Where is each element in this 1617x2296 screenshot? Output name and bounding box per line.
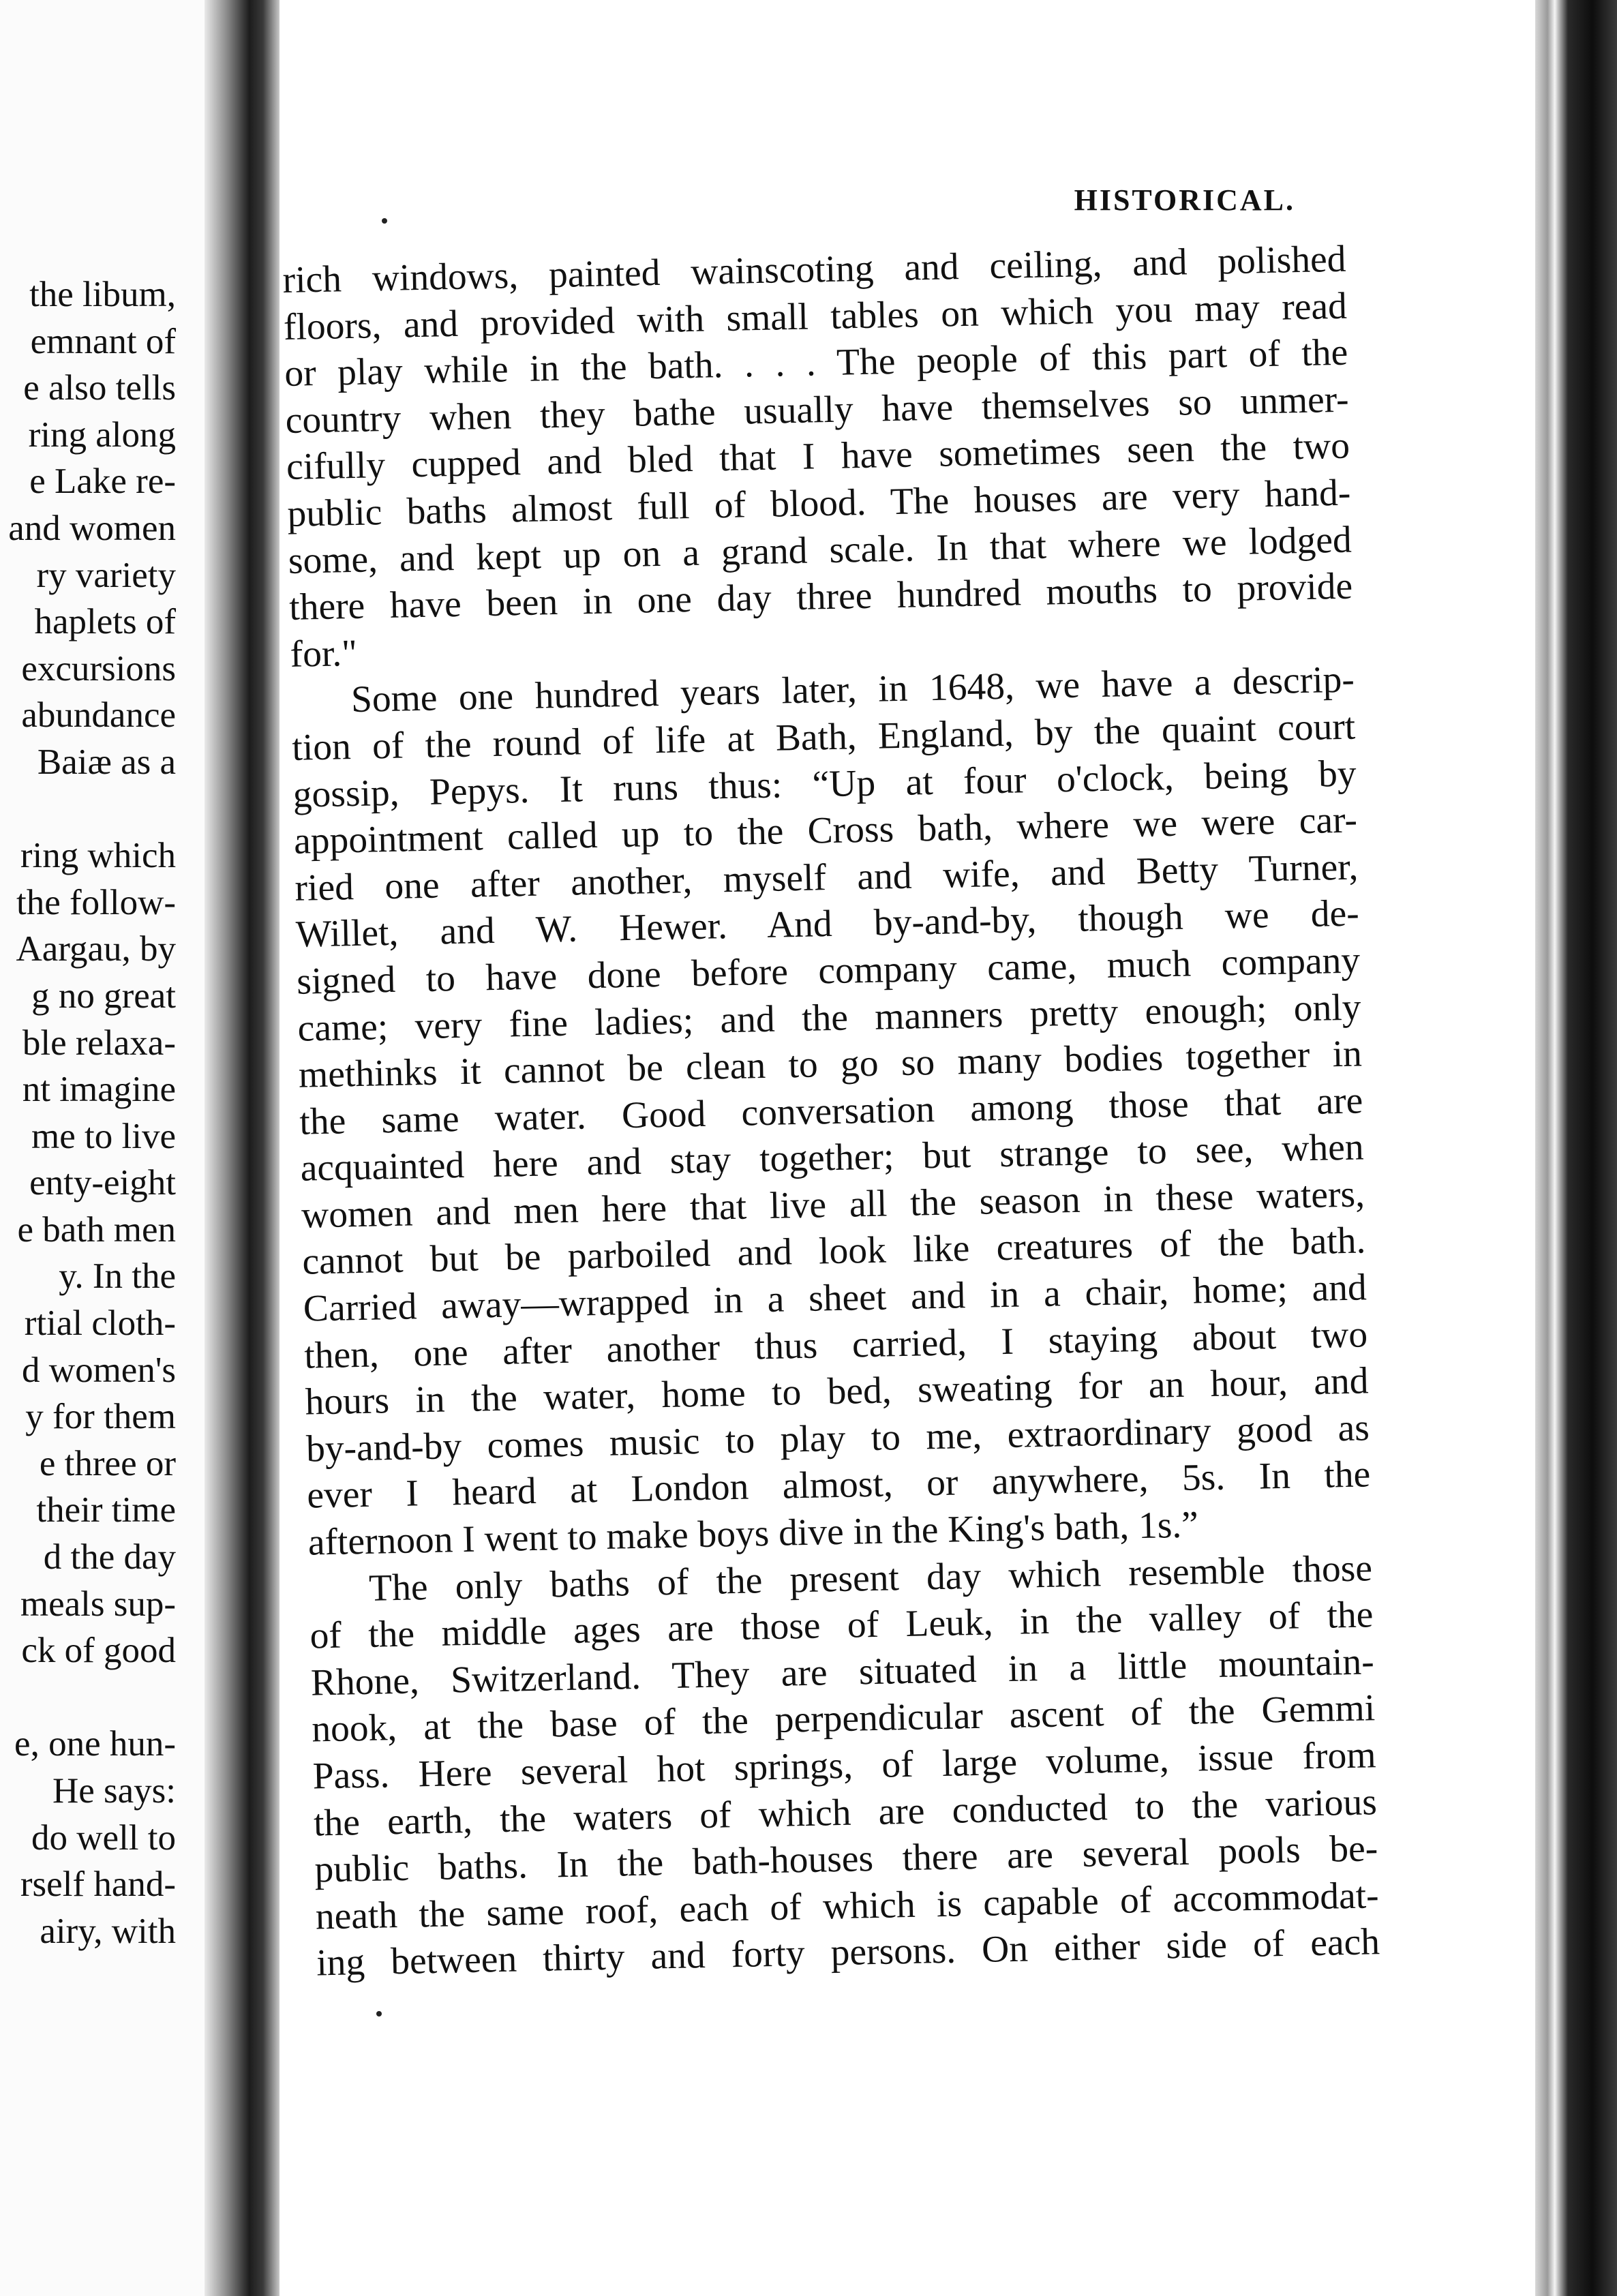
facing-page-line: rself hand- <box>20 1864 176 1905</box>
text-line: or play while in the bath. . . . The people of this part of the <box>284 331 1348 395</box>
text-line: appointment called up to the Cross bath, where we were car- <box>293 799 1358 862</box>
text-line: Willet, and W. Hewer. And by-and-by, though we de- <box>295 892 1360 956</box>
facing-page-line: e also tells <box>23 368 176 408</box>
text-line: acquainted here and stay together; but strange to see, when <box>300 1126 1365 1190</box>
text-line: signed to have done before company came, much company <box>296 939 1361 1003</box>
ink-speck <box>382 218 387 224</box>
facing-page-line: ring which <box>20 836 176 876</box>
text-line: ried one after another, myself and wife, and Betty Turner, <box>294 846 1359 909</box>
running-head: HISTORICAL. <box>1074 183 1295 217</box>
page-edge <box>1535 0 1617 2296</box>
text-line: nook, at the base of the perpendicular ascent of the Gemmi <box>311 1687 1376 1751</box>
facing-page-line: e three or <box>39 1443 176 1483</box>
ink-speck <box>376 2011 382 2016</box>
facing-page-line: e, one hun- <box>14 1724 176 1764</box>
facing-page-line: ring along <box>28 414 176 455</box>
text-line: there have been in one day three hundred mouths to provide <box>288 565 1353 629</box>
facing-page-text <box>0 271 176 1954</box>
text-line: rich windows, painted wainscoting and ceiling, and polished <box>282 238 1346 301</box>
facing-page-line: the follow- <box>16 882 176 922</box>
text-line: country when they bathe usually have themselves so unmer- <box>285 378 1350 442</box>
facing-page-line: g no great <box>31 976 176 1016</box>
facing-page-line: He says: <box>52 1771 176 1811</box>
main-page <box>279 0 1535 2296</box>
facing-page-line <box>0 786 176 833</box>
facing-page-line: their time <box>36 1490 176 1530</box>
facing-page-line: airy, with <box>40 1911 176 1951</box>
facing-page-line: meals sup- <box>20 1584 176 1624</box>
facing-page-line: abundance <box>21 695 176 736</box>
text-line: for." <box>290 632 358 676</box>
text-line: public baths. In the bath-houses there are several pools be- <box>314 1828 1378 1891</box>
text-line: came; very fine ladies; and the manners pretty enough; only <box>297 986 1361 1050</box>
text-line: cifully cupped and bled that I have sometimes seen the two <box>286 425 1350 489</box>
text-line: methinks it cannot be clean to go so many bodies together in <box>298 1033 1363 1096</box>
text-line: gossip, Pepys. It runs thus: “Up at four o'clock, being by <box>292 753 1357 816</box>
text-line: neath the same roof, each of which is capable of accommodat- <box>315 1874 1380 1938</box>
facing-page-line: y for them <box>25 1397 176 1437</box>
facing-page-line: haplets of <box>34 602 176 642</box>
text-line: Carried away—wrapped in a sheet and in a chair, home; and <box>303 1267 1367 1330</box>
facing-page-line: ry variety <box>36 555 176 595</box>
facing-page-line: d women's <box>22 1350 176 1390</box>
facing-page-line: e Lake re- <box>29 462 176 502</box>
facing-page-line: Aargau, by <box>16 929 176 969</box>
text-line: Rhone, Switzerland. They are situated in a little mountain- <box>310 1641 1375 1704</box>
facing-page-line: the libum, <box>29 275 176 314</box>
facing-page-line: y. In the <box>59 1256 176 1297</box>
facing-page-line: e bath men <box>17 1209 176 1250</box>
body-text <box>282 237 1380 1988</box>
facing-page-line: ck of good <box>21 1631 176 1671</box>
facing-page-line: excursions <box>21 648 176 689</box>
text-line: hours in the water, home to bed, sweating for an hour, and <box>305 1360 1370 1423</box>
text-line: public baths almost full of blood. The houses are very hand- <box>286 472 1351 535</box>
facing-page-left <box>0 0 205 2296</box>
text-line: the earth, the waters of which are conducted to the various <box>313 1781 1378 1845</box>
facing-page-line: Baiæ as a <box>37 742 176 782</box>
facing-page-line: enty-eight <box>29 1163 176 1203</box>
facing-page-line: ble relaxa- <box>22 1023 176 1063</box>
text-line: by-and-by comes music to play to me, extraordinary good as <box>305 1407 1370 1470</box>
facing-page-line: nt imagine <box>22 1070 176 1110</box>
text-line: ing between thirty and forty persons. On either side of each <box>316 1921 1380 1984</box>
text-line: of the middle ages are those of Leuk, in the valley of the <box>309 1594 1374 1657</box>
text-line: ever I heard at London almost, or anywhere, 5s. In the <box>306 1453 1371 1517</box>
text-line: the same water. Good conversation among those that are <box>299 1080 1363 1143</box>
facing-page-line <box>0 1674 176 1721</box>
text-line: Some one hundred years later, in 1648, we have a descrip- <box>350 659 1355 721</box>
text-line: The only baths of the present day which resemble those <box>368 1547 1373 1610</box>
facing-page-line: do well to <box>31 1817 176 1858</box>
facing-page-line: rtial cloth- <box>24 1303 176 1344</box>
text-line: Pass. Here several hot springs, of large volume, issue from <box>312 1734 1377 1798</box>
book-gutter <box>205 0 279 2296</box>
facing-page-line: emnant of <box>30 321 176 361</box>
facing-page-line: and women <box>8 508 176 548</box>
text-line: women and men here that live all the season in these waters, <box>301 1173 1365 1237</box>
text-line: tion of the round of life at Bath, England, by the quaint court <box>291 706 1356 769</box>
text-line: cannot but be parboiled and look like creatures of the bath. <box>301 1220 1366 1284</box>
text-line: some, and kept up on a grand scale. In that where we lodged <box>288 519 1352 582</box>
facing-page-line: me to live <box>31 1116 176 1156</box>
text-line: afternoon I went to make boys dive in the King's bath, 1s.” <box>307 1504 1199 1564</box>
facing-page-line: d the day <box>43 1537 176 1577</box>
text-line: floors, and provided with small tables on which you may read <box>283 285 1348 348</box>
text-line: then, one after another thus carried, I staying about two <box>303 1314 1368 1377</box>
